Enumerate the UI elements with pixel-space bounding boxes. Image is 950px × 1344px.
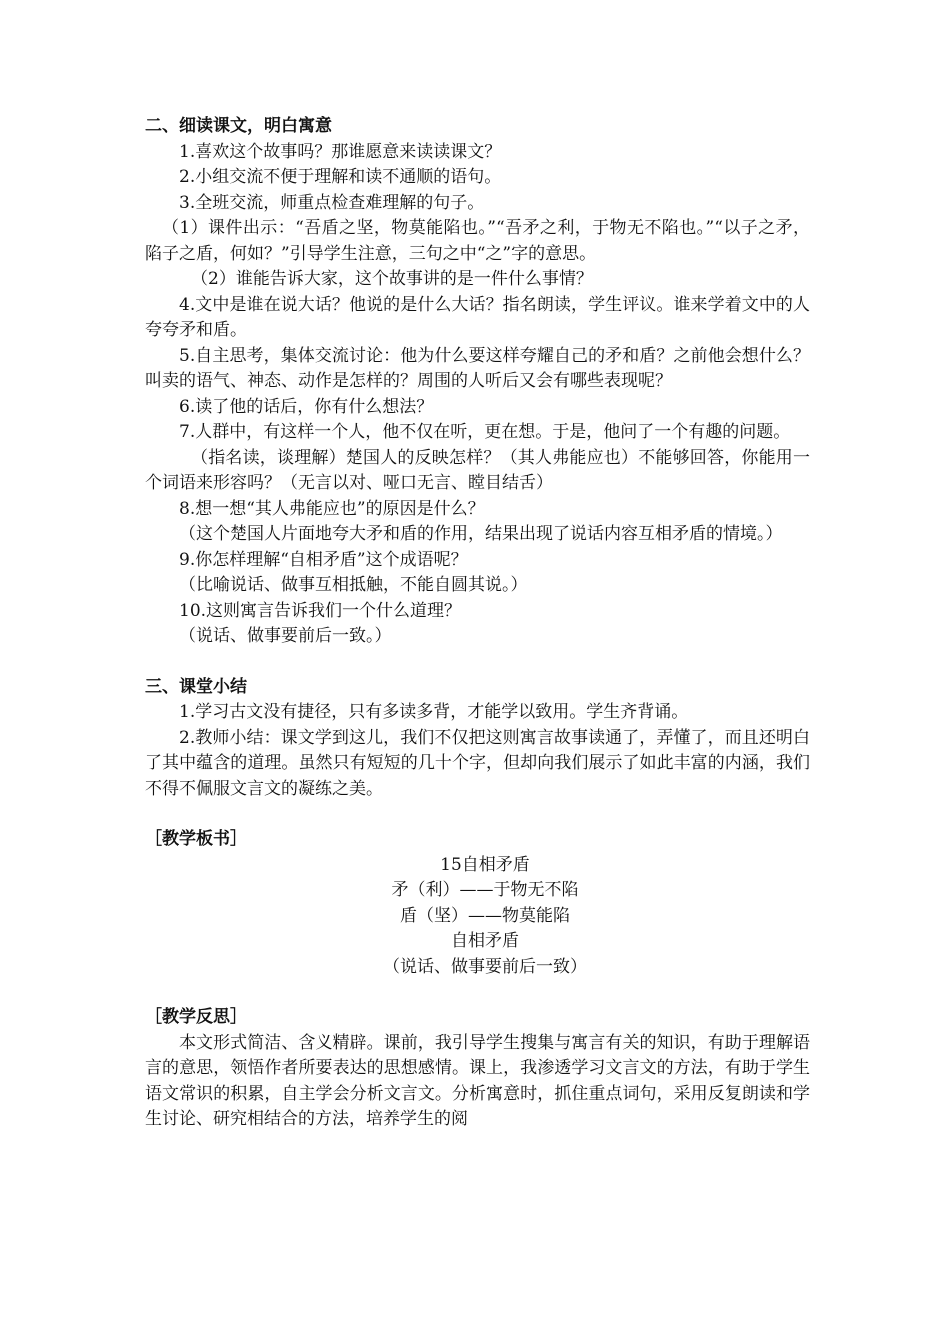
list-item: 1.喜欢这个故事吗？那谁愿意来读读课文？ (179, 141, 502, 162)
board-line: 盾（坚）——物莫能陷 (400, 905, 570, 926)
board-heading: ［教学板书］ (145, 829, 247, 849)
list-item: 5.自主思考，集体交流讨论：他为什么要这样夸耀自己的矛和盾？之前他会想什么？叫卖的语气、神态、动作是怎样的？周围的人听后又会有哪些表现呢？ (145, 345, 810, 391)
board-block (360, 853, 610, 981)
list-item: 1.学习古文没有捷径，只有多读多背，才能学以致用。学生齐背诵。 (179, 702, 689, 722)
board-line: 15自相矛盾 (440, 854, 530, 875)
list-item: （2）谁能告诉大家，这个故事讲的是一件什么事情？ (191, 269, 593, 289)
board-line: （说话、做事要前后一致） (383, 956, 587, 977)
list-item: 9.你怎样理解“自相矛盾”这个成语呢？ (179, 549, 468, 570)
list-item: 2.教师小结：课文学到这儿，我们不仅把这则寓言故事读通了，弄懂了，而且还明白了其中蕴含的道理。虽然只有短短的几十个字，但却向我们展示了如此丰富的内涵，我们不得不佩服文言文的凝练之美。 (145, 727, 810, 799)
list-item: （比喻说话、做事互相抵触，不能自圆其说。） (179, 575, 528, 595)
spacer (145, 650, 810, 675)
list-item: （1）课件出示：“吾盾之坚，物莫能陷也。”“吾矛之利，于物无不陷也。”“以子之矛，陷子之盾，何如？”引导学生注意，三句之中“之”字的意思。 (145, 218, 810, 264)
list-item: 3.全班交流，师重点检查难理解的句子。 (179, 192, 485, 213)
spacer (145, 980, 810, 1005)
reflection-text: 本文形式简洁、含义精辟。课前，我引导学生搜集与寓言有关的知识，有助于理解语言的意思，领悟作者所要表达的思想感情。课上，我渗透学习文言文的方法，有助于学生语文常识的积累，自主学会分析文言文。分析寓意时，抓住重点词句，采用反复朗读和学生讨论、研究相结合的方法，培养学生的阅 (145, 1032, 810, 1129)
list-item: 6.读了他的话后，你有什么想法？ (179, 396, 434, 417)
list-item: 8.想一想“其人弗能应也”的原因是什么？ (179, 498, 485, 519)
section-heading-3: 三、课堂小结 (145, 676, 247, 697)
section-heading-2: 二、细读课文，明白寓意 (145, 116, 332, 136)
list-item: （指名读，谈理解）楚国人的反映怎样？（其人弗能应也）不能够回答，你能用一个词语来形容吗？（无言以对、哑口无言、瞠目结舌） (145, 447, 810, 493)
list-item: 7.人群中，有这样一个人，他不仅在听，更在想。于是，他问了一个有趣的问题。 (179, 422, 791, 442)
list-item: 10.这则寓言告诉我们一个什么道理？ (179, 600, 462, 621)
list-item: 2.小组交流不便于理解和读不通顺的语句。 (179, 167, 502, 187)
board-line: 自相矛盾 (451, 931, 519, 951)
board-line: 矛（利）——于物无不陷 (391, 880, 579, 900)
spacer (145, 802, 810, 827)
list-item: （说话、做事要前后一致。） (179, 626, 392, 646)
reflection-heading: ［教学反思］ (145, 1007, 247, 1027)
list-item: （这个楚国人片面地夸大矛和盾的作用，结果出现了说话内容互相矛盾的情境。） (179, 524, 783, 544)
list-item: 4.文中是谁在说大话？他说的是什么大话？指名朗读，学生评议。谁来学着文中的人夸夸矛和盾。 (145, 294, 810, 340)
document-content (145, 114, 810, 1133)
